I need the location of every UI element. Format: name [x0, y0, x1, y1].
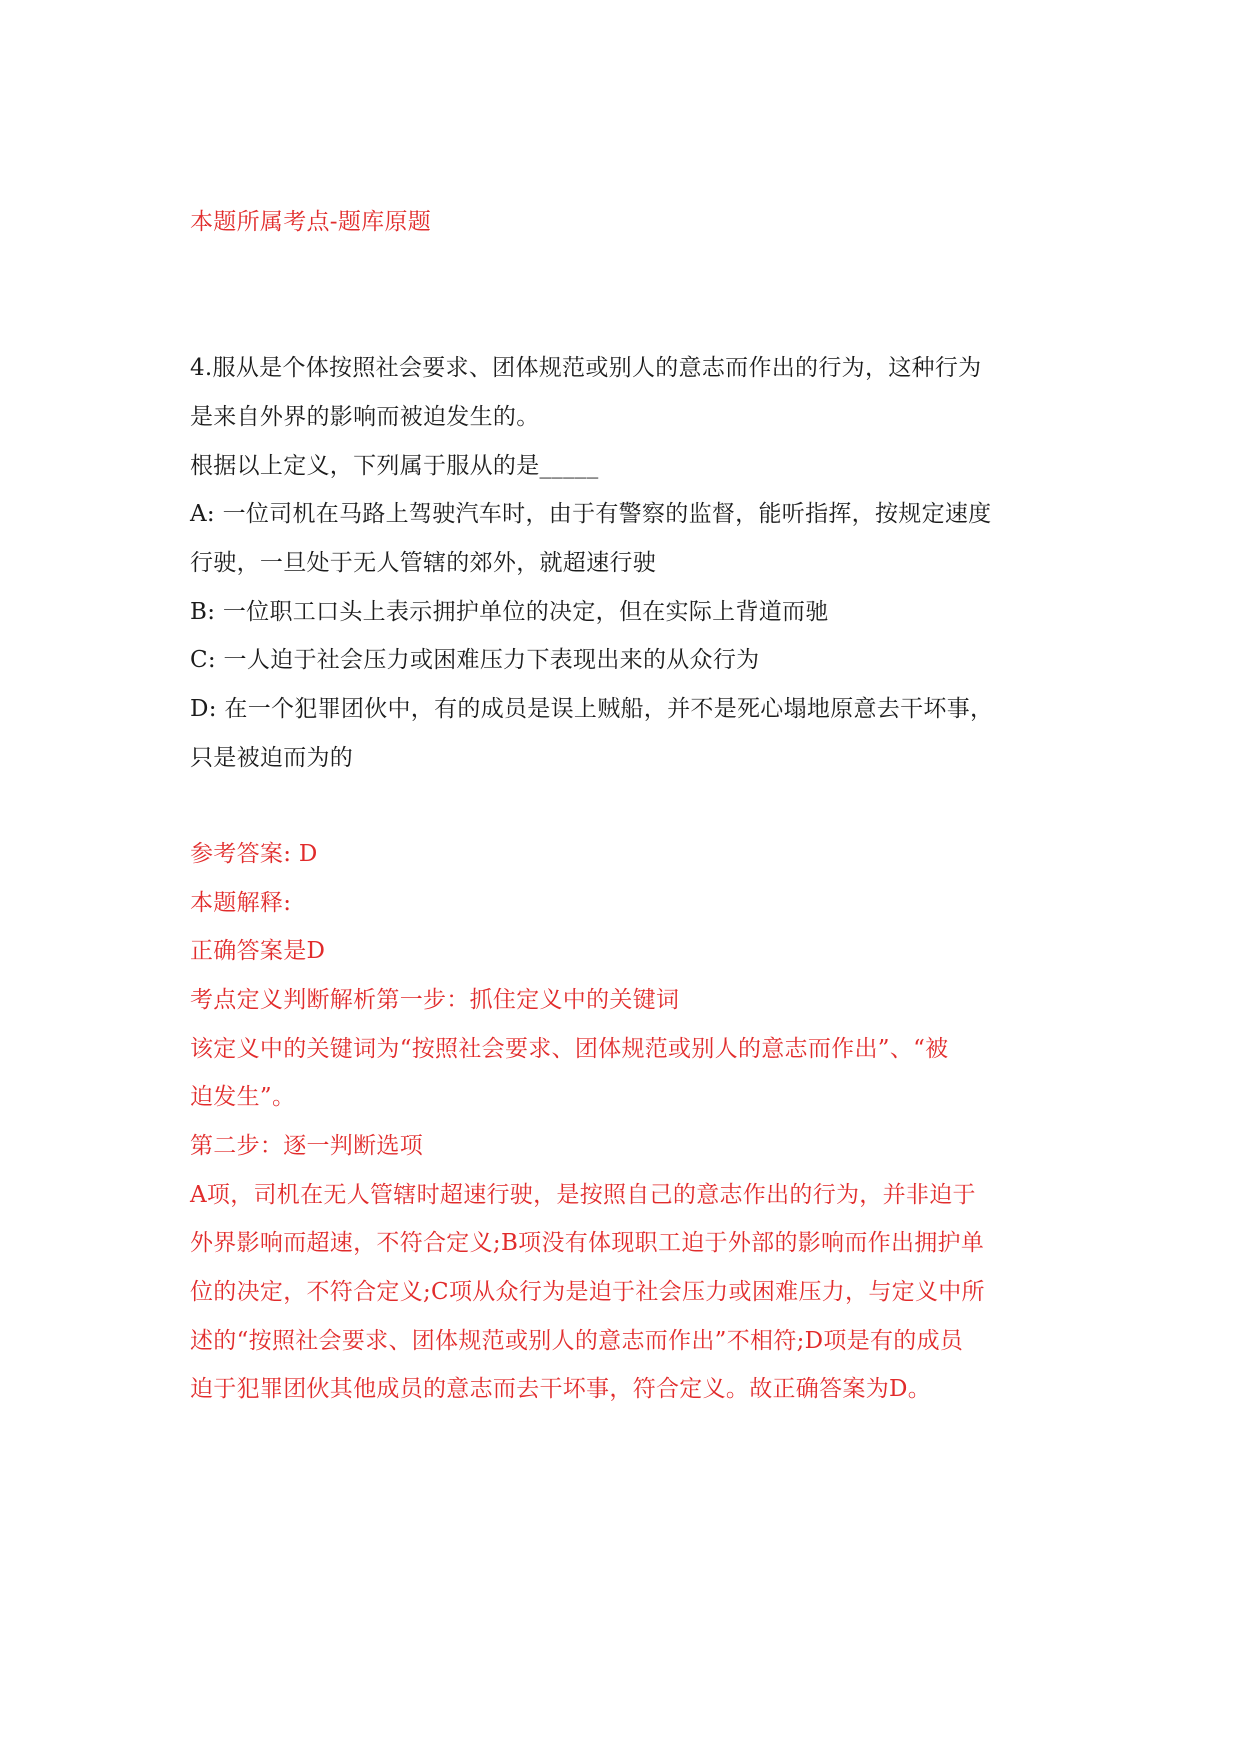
question-stem-line-1: 4.服从是个体按照社会要求、团体规范或别人的意志而作出的行为，这种行为	[190, 355, 982, 381]
explanation-line: 述的“按照社会要求、团体规范或别人的意志而作出”不相符;D项是有的成员	[190, 1328, 964, 1354]
option-d-line-1: D: 在一个犯罪团伙中，有的成员是误上贼船，并不是死心塌地原意去干坏事，	[190, 696, 994, 722]
explanation-line: 外界影响而超速，不符合定义;B项没有体现职工迫于外部的影响而作出拥护单	[190, 1230, 985, 1256]
explanation-line: 考点定义判断解析第一步：抓住定义中的关键词	[190, 987, 680, 1013]
explanation-line: 该定义中的关键词为“按照社会要求、团体规范或别人的意志而作出”、“被	[190, 1036, 949, 1062]
option-a-line-2: 行驶，一旦处于无人管辖的郊外，就超速行驶	[190, 550, 656, 576]
explanation-label: 本题解释:	[190, 890, 292, 916]
question-stem-line-2: 是来自外界的影响而被迫发生的。	[190, 404, 540, 430]
option-c: C: 一人迫于社会压力或困难压力下表现出来的从众行为	[190, 647, 760, 673]
explanation-line: 第二步：逐一判断选项	[190, 1133, 423, 1159]
explanation-line: 迫于犯罪团伙其他成员的意志而去干坏事，符合定义。故正确答案为D。	[190, 1376, 932, 1402]
explanation-line: 位的决定，不符合定义;C项从众行为是迫于社会压力或困难压力，与定义中所	[190, 1279, 985, 1305]
question-prompt: 根据以上定义，下列属于服从的是_____	[190, 453, 599, 479]
option-d-line-2: 只是被迫而为的	[190, 745, 354, 771]
explanation-line: A项，司机在无人管辖时超速行驶，是按照自己的意志作出的行为，并非迫于	[190, 1182, 976, 1208]
option-b: B: 一位职工口头上表示拥护单位的决定，但在实际上背道而驰	[190, 599, 829, 625]
explanation-line: 正确答案是D	[190, 938, 326, 964]
explanation-line: 迫发生”。	[190, 1084, 296, 1110]
source-label: 本题所属考点-题库原题	[190, 209, 432, 235]
reference-answer: 参考答案: D	[190, 841, 318, 867]
option-a-line-1: A: 一位司机在马路上驾驶汽车时，由于有警察的监督，能听指挥，按规定速度	[190, 501, 992, 527]
